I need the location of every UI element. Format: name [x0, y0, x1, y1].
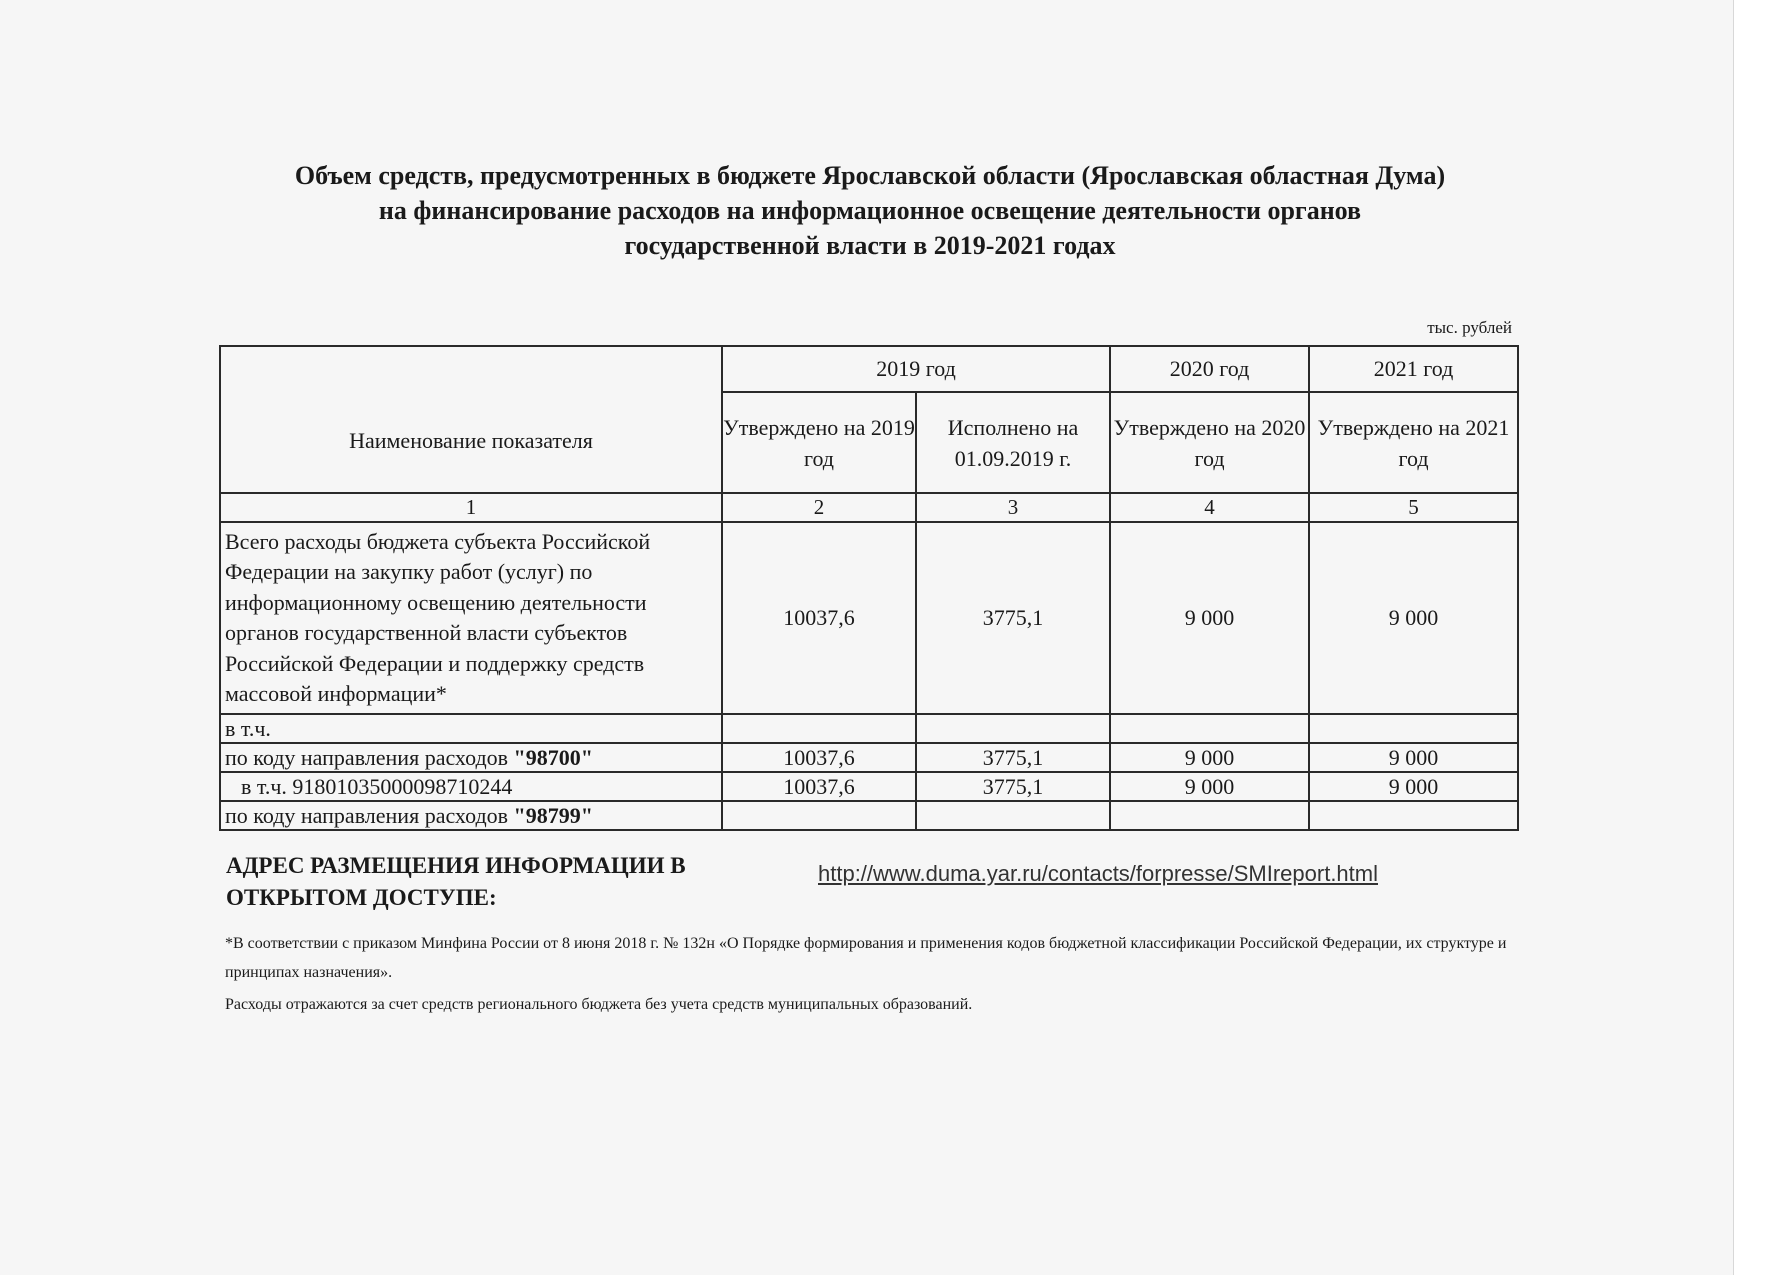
- budget-table: [219, 345, 1519, 831]
- row-kbk-approved-2020: 9 000: [1110, 772, 1309, 801]
- footnote-2: Расходы отражаются за счет средств регионального бюджета без учета средств муниципальных образований.: [225, 996, 973, 1013]
- header-approved-2020: Утверждено на 2020 год: [1110, 392, 1309, 493]
- row-98700-approved-2019: 10037,6: [722, 743, 916, 772]
- column-number-1: 1: [220, 493, 722, 522]
- header-approved-2021: Утверждено на 2021 год: [1309, 392, 1518, 493]
- header-row-years: [220, 346, 1518, 392]
- row-98700-executed-2019: 3775,1: [916, 743, 1110, 772]
- row-kbk-executed-2019: 3775,1: [916, 772, 1110, 801]
- header-year-2021: 2021 год: [1309, 346, 1518, 392]
- header-year-2019: 2019 год: [722, 346, 1110, 392]
- title-line-2: на финансирование расходов на информационное освещение деятельности органов: [378, 196, 1362, 225]
- column-number-5: 5: [1309, 493, 1518, 522]
- row-total-executed-2019: 3775,1: [916, 522, 1110, 714]
- units-label: тыс. рублей: [1427, 318, 1512, 337]
- table-row: [220, 743, 1518, 772]
- column-number-4: 4: [1110, 493, 1309, 522]
- table-row: [220, 522, 1518, 714]
- table-row: [220, 714, 1518, 743]
- header-indicator-name: Наименование показателя: [220, 346, 722, 493]
- row-including-name: в т.ч.: [220, 714, 722, 743]
- row-98799-code: "98799": [513, 803, 593, 828]
- row-total-approved-2019: 10037,6: [722, 522, 916, 714]
- table-row: [220, 801, 1518, 830]
- row-kbk-name: в т.ч. 91801035000098710244: [220, 772, 722, 801]
- document-title: [200, 158, 1540, 263]
- header-year-2020: 2020 год: [1110, 346, 1309, 392]
- header-executed-2019: Исполнено на 01.09.2019 г.: [916, 392, 1110, 493]
- table-row: [220, 772, 1518, 801]
- row-98799-approved-2019: [722, 801, 916, 830]
- column-number-2: 2: [722, 493, 916, 522]
- header-approved-2019: Утверждено на 2019 год: [722, 392, 916, 493]
- row-including-approved-2021: [1309, 714, 1518, 743]
- scan-edge: [1733, 0, 1779, 1275]
- row-including-approved-2020: [1110, 714, 1309, 743]
- row-98799-approved-2021: [1309, 801, 1518, 830]
- row-including-executed-2019: [916, 714, 1110, 743]
- row-98700-name: [220, 743, 722, 772]
- row-98799-executed-2019: [916, 801, 1110, 830]
- row-98700-approved-2020: 9 000: [1110, 743, 1309, 772]
- address-url-link[interactable]: http://www.duma.yar.ru/contacts/forpresse/SMIreport.html: [818, 861, 1378, 886]
- row-98700-code: "98700": [513, 745, 593, 770]
- title-line-1: Объем средств, предусмотренных в бюджете Ярославской области (Ярославская областная Дума): [294, 161, 1446, 190]
- column-number-row: [220, 493, 1518, 522]
- footnote-1: *В соответствии с приказом Минфина России от 8 июня 2018 г. № 132н «О Порядке формирования и применения кодов бюджетной классификации Российской Федерации, их структуре и принципах назначения».: [225, 935, 1507, 981]
- row-98799-name-prefix: по коду направления расходов: [225, 803, 514, 828]
- row-kbk-approved-2021: 9 000: [1309, 772, 1518, 801]
- column-number-3: 3: [916, 493, 1110, 522]
- title-line-3: государственной власти в 2019-2021 годах: [624, 231, 1116, 260]
- row-kbk-approved-2019: 10037,6: [722, 772, 916, 801]
- row-98799-name: [220, 801, 722, 830]
- row-total-approved-2020: 9 000: [1110, 522, 1309, 714]
- row-98700-approved-2021: 9 000: [1309, 743, 1518, 772]
- row-including-approved-2019: [722, 714, 916, 743]
- address-label: АДРЕС РАЗМЕЩЕНИЯ ИНФОРМАЦИИ В ОТКРЫТОМ ДОСТУПЕ:: [226, 853, 686, 910]
- row-total-name: Всего расходы бюджета субъекта Российской Федерации на закупку работ (услуг) по информационному освещению деятельности органов государственной власти субъектов Российской Федерации и поддержку средств массовой информации*: [220, 522, 722, 714]
- row-total-approved-2021: 9 000: [1309, 522, 1518, 714]
- row-98799-approved-2020: [1110, 801, 1309, 830]
- row-98700-name-prefix: по коду направления расходов: [225, 745, 514, 770]
